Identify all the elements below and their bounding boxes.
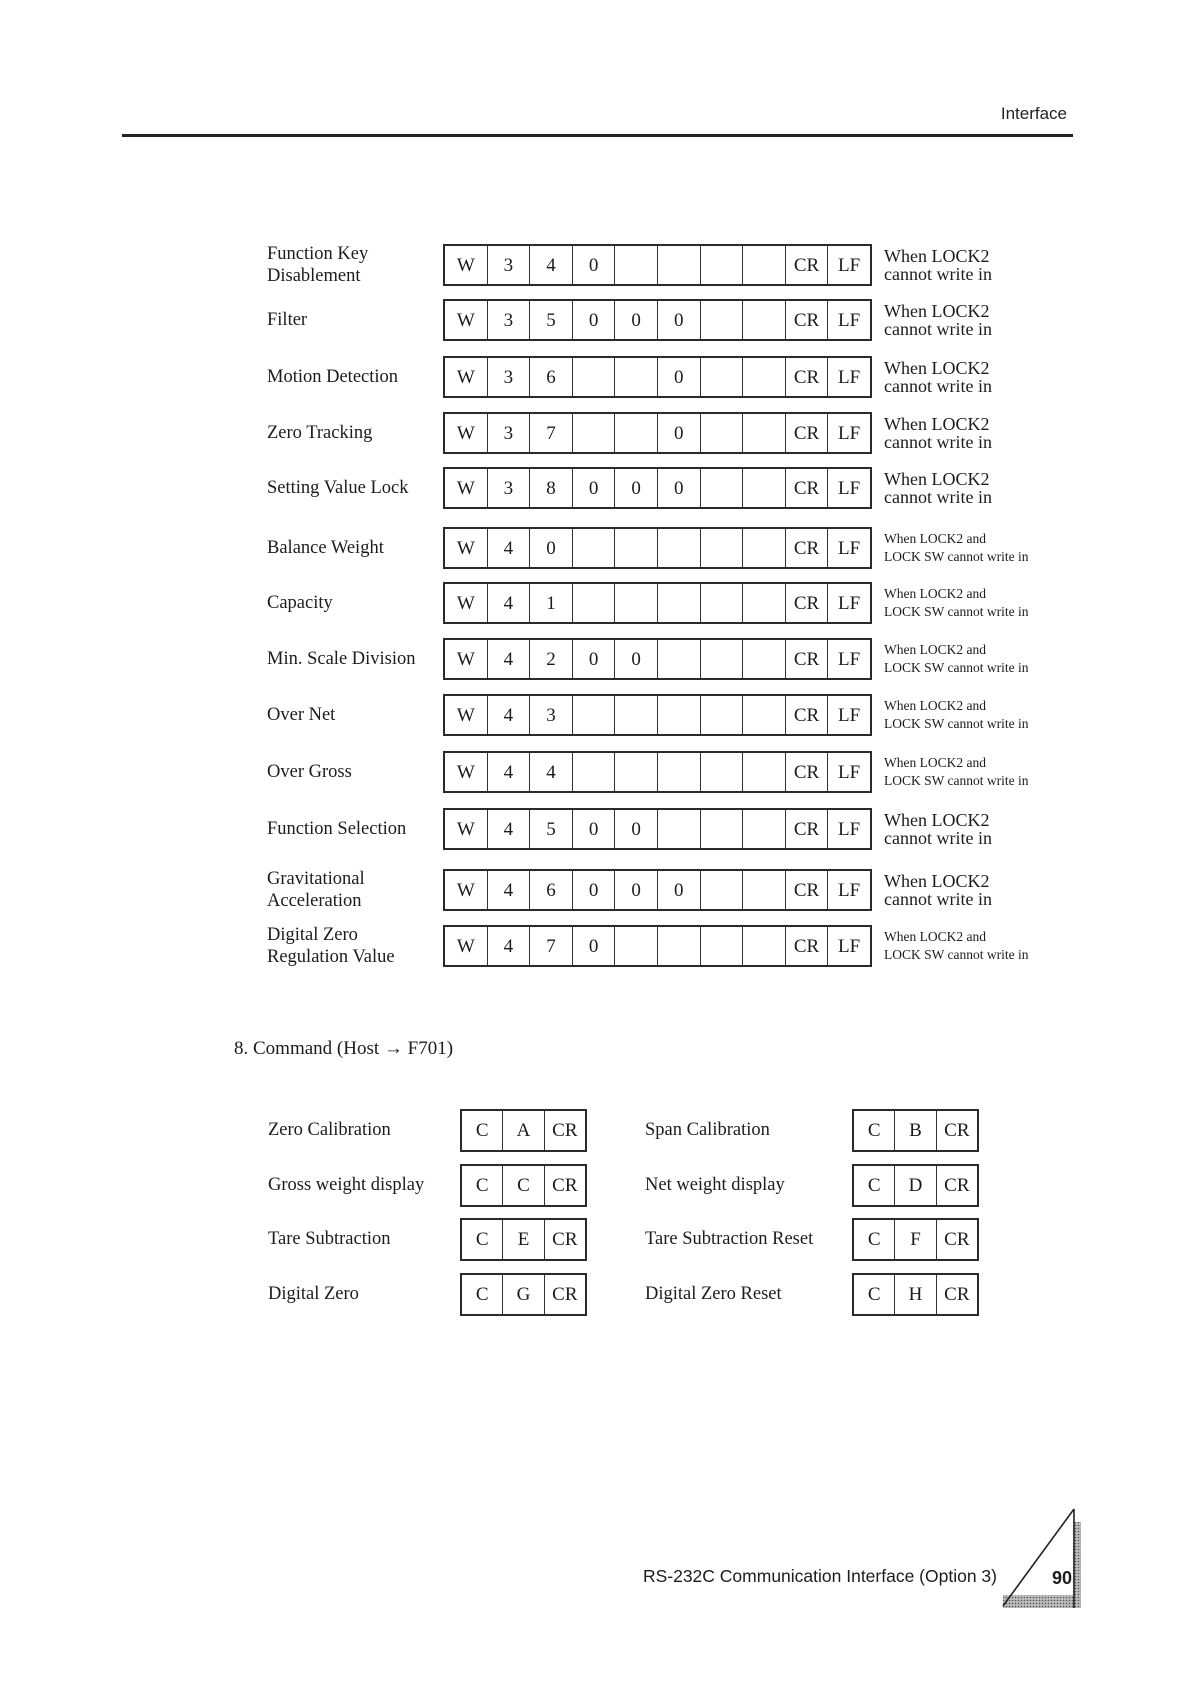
format-cell: 5 bbox=[529, 301, 572, 339]
format-cell: 5 bbox=[529, 810, 572, 848]
format-cell: CR bbox=[785, 810, 828, 848]
lock-note bbox=[884, 244, 992, 286]
format-cell bbox=[657, 927, 700, 965]
format-cell: 0 bbox=[572, 927, 615, 965]
format-cell: 1 bbox=[529, 584, 572, 622]
format-cell bbox=[614, 927, 657, 965]
format-cell: 0 bbox=[572, 469, 615, 507]
format-cell: 0 bbox=[657, 301, 700, 339]
lock-note-line: LOCK SW cannot write in bbox=[884, 604, 1029, 619]
register-label-line: Zero Tracking bbox=[267, 423, 373, 443]
lock-note-line: When LOCK2 and bbox=[884, 642, 986, 657]
command-label-digital-zero: Digital Zero bbox=[268, 1284, 359, 1304]
lock-note-line: cannot write in bbox=[884, 376, 992, 396]
format-cell: 7 bbox=[529, 927, 572, 965]
register-label-line: Min. Scale Division bbox=[267, 649, 416, 669]
lock-note-line: When LOCK2 bbox=[884, 414, 990, 434]
command-cell: A bbox=[502, 1111, 543, 1150]
format-cell: 4 bbox=[487, 584, 530, 622]
format-cell bbox=[572, 753, 615, 791]
format-box bbox=[443, 751, 872, 793]
format-cell bbox=[700, 469, 743, 507]
register-label-line: Regulation Value bbox=[267, 947, 395, 967]
format-cell: LF bbox=[827, 469, 870, 507]
register-row-function-selection bbox=[0, 808, 1186, 850]
tab-diagonal bbox=[1003, 1509, 1074, 1606]
format-cell: CR bbox=[785, 753, 828, 791]
format-cell: W bbox=[456, 537, 475, 559]
format-cell: 3 bbox=[487, 414, 530, 452]
format-cell: W bbox=[456, 704, 475, 726]
format-cell: LF bbox=[827, 810, 870, 848]
format-cell: 0 bbox=[572, 810, 615, 848]
register-label-line: Over Gross bbox=[267, 762, 352, 782]
format-cell: 4 bbox=[529, 246, 572, 284]
lock-note-line: When LOCK2 and bbox=[884, 531, 986, 546]
register-row-over-gross bbox=[0, 751, 1186, 793]
command-cell: C bbox=[867, 1120, 881, 1141]
register-label-line: Over Net bbox=[267, 705, 336, 725]
format-cell bbox=[742, 810, 785, 848]
command-box bbox=[852, 1164, 979, 1207]
register-label-line: Setting Value Lock bbox=[267, 478, 409, 498]
format-cell: LF bbox=[827, 871, 870, 909]
register-label bbox=[267, 527, 384, 569]
format-cell: CR bbox=[785, 529, 828, 567]
format-cell: LF bbox=[827, 358, 870, 396]
format-cell: 0 bbox=[657, 358, 700, 396]
format-cell: CR bbox=[785, 358, 828, 396]
format-cell: 4 bbox=[487, 753, 530, 791]
format-cell bbox=[742, 469, 785, 507]
register-label bbox=[267, 299, 307, 341]
format-cell bbox=[614, 414, 657, 452]
command-cell: CR bbox=[544, 1166, 585, 1205]
format-cell bbox=[742, 753, 785, 791]
format-cell: LF bbox=[827, 529, 870, 567]
format-cell: 0 bbox=[572, 640, 615, 678]
lock-note-line: cannot write in bbox=[884, 828, 992, 848]
format-cell bbox=[700, 753, 743, 791]
register-label bbox=[267, 869, 365, 911]
lock-note-line: When LOCK2 and bbox=[884, 929, 986, 944]
format-cell bbox=[657, 753, 700, 791]
format-cell bbox=[572, 696, 615, 734]
format-cell: CR bbox=[785, 696, 828, 734]
format-cell: LF bbox=[827, 927, 870, 965]
format-cell: CR bbox=[785, 584, 828, 622]
register-label-line: Motion Detection bbox=[267, 367, 399, 387]
format-cell bbox=[742, 301, 785, 339]
format-box bbox=[443, 694, 872, 736]
command-cell: C bbox=[867, 1284, 881, 1305]
format-cell: 2 bbox=[529, 640, 572, 678]
format-cell: 4 bbox=[487, 871, 530, 909]
format-cell: W bbox=[456, 879, 475, 901]
format-cell: CR bbox=[785, 469, 828, 507]
header-rule bbox=[122, 134, 1073, 137]
format-cell: 4 bbox=[487, 696, 530, 734]
command-cell: CR bbox=[544, 1275, 585, 1314]
lock-note bbox=[884, 412, 992, 454]
lock-note-line: When LOCK2 and bbox=[884, 586, 986, 601]
register-label-line: Balance Weight bbox=[267, 538, 384, 558]
format-cell: CR bbox=[785, 871, 828, 909]
lock-note bbox=[884, 808, 992, 850]
format-cell: W bbox=[456, 935, 475, 957]
command-section-title: 8. Command (Host → F701) bbox=[234, 1038, 454, 1059]
command-cell: H bbox=[894, 1275, 935, 1314]
register-row-setting-value-lock bbox=[0, 467, 1186, 509]
format-cell: W bbox=[456, 818, 475, 840]
command-label-digital-zero-reset: Digital Zero Reset bbox=[645, 1284, 782, 1304]
format-box bbox=[443, 582, 872, 624]
register-label-line: Acceleration bbox=[267, 891, 362, 911]
format-cell: 3 bbox=[487, 301, 530, 339]
format-cell: 0 bbox=[614, 301, 657, 339]
format-cell bbox=[657, 696, 700, 734]
page-number-tab bbox=[990, 1500, 1090, 1615]
register-label bbox=[267, 467, 408, 509]
format-cell bbox=[700, 810, 743, 848]
lock-note-line: cannot write in bbox=[884, 889, 992, 909]
format-cell: 4 bbox=[487, 640, 530, 678]
format-cell: W bbox=[456, 254, 475, 276]
register-row-gravitational-acceleration bbox=[0, 869, 1186, 911]
format-cell: LF bbox=[827, 696, 870, 734]
register-label bbox=[267, 808, 406, 850]
command-cell: CR bbox=[936, 1275, 977, 1314]
command-label-net-weight-display: Net weight display bbox=[645, 1175, 785, 1195]
register-row-over-net bbox=[0, 694, 1186, 736]
register-label-line: Function Key bbox=[267, 244, 369, 264]
command-cell: C bbox=[475, 1120, 489, 1141]
lock-note-line: cannot write in bbox=[884, 432, 992, 452]
format-box bbox=[443, 356, 872, 398]
format-box bbox=[443, 467, 872, 509]
format-cell: CR bbox=[785, 246, 828, 284]
lock-note bbox=[884, 467, 992, 509]
format-cell bbox=[742, 414, 785, 452]
format-cell: W bbox=[456, 648, 475, 670]
format-cell: 0 bbox=[657, 469, 700, 507]
lock-note bbox=[884, 582, 1028, 624]
format-cell bbox=[572, 358, 615, 396]
register-label bbox=[267, 694, 335, 736]
format-cell: 0 bbox=[572, 246, 615, 284]
format-cell: 6 bbox=[529, 358, 572, 396]
format-cell: W bbox=[456, 422, 475, 444]
format-cell bbox=[700, 414, 743, 452]
format-cell bbox=[657, 584, 700, 622]
format-cell bbox=[614, 584, 657, 622]
command-row bbox=[0, 1109, 1186, 1152]
format-cell bbox=[742, 584, 785, 622]
register-row-capacity bbox=[0, 582, 1186, 624]
command-cell: C bbox=[502, 1166, 543, 1205]
command-cell: C bbox=[867, 1175, 881, 1196]
format-cell: 4 bbox=[487, 927, 530, 965]
format-cell bbox=[657, 246, 700, 284]
format-cell bbox=[614, 529, 657, 567]
format-cell: LF bbox=[827, 301, 870, 339]
format-cell: W bbox=[456, 477, 475, 499]
format-cell: CR bbox=[785, 927, 828, 965]
format-cell bbox=[614, 696, 657, 734]
lock-note-line: When LOCK2 bbox=[884, 301, 990, 321]
lock-note-line: cannot write in bbox=[884, 264, 992, 284]
format-cell: 7 bbox=[529, 414, 572, 452]
lock-note bbox=[884, 694, 1028, 736]
lock-note-line: When LOCK2 bbox=[884, 469, 990, 489]
command-box bbox=[460, 1218, 587, 1261]
command-cell: D bbox=[894, 1166, 935, 1205]
command-box bbox=[852, 1273, 979, 1316]
format-cell bbox=[572, 529, 615, 567]
format-box bbox=[443, 527, 872, 569]
lock-note-line: When LOCK2 bbox=[884, 871, 990, 891]
page-number: 90 bbox=[1051, 1568, 1073, 1588]
format-cell bbox=[700, 640, 743, 678]
format-cell: 6 bbox=[529, 871, 572, 909]
register-label bbox=[267, 925, 395, 967]
format-box bbox=[443, 925, 872, 967]
lock-note-line: When LOCK2 and bbox=[884, 698, 986, 713]
format-box bbox=[443, 808, 872, 850]
command-row bbox=[0, 1273, 1186, 1316]
format-cell bbox=[614, 246, 657, 284]
format-box bbox=[443, 299, 872, 341]
format-cell: CR bbox=[785, 301, 828, 339]
lock-note-line: cannot write in bbox=[884, 487, 992, 507]
format-cell: LF bbox=[827, 753, 870, 791]
format-cell bbox=[700, 927, 743, 965]
running-header-title: Interface bbox=[1000, 104, 1067, 123]
register-row-function-key-disablement bbox=[0, 244, 1186, 286]
format-box bbox=[443, 869, 872, 911]
register-row-digital-zero-regulation-value bbox=[0, 925, 1186, 967]
format-cell: CR bbox=[785, 414, 828, 452]
format-cell bbox=[700, 584, 743, 622]
command-cell: C bbox=[475, 1284, 489, 1305]
format-cell: CR bbox=[785, 640, 828, 678]
format-cell: 0 bbox=[657, 871, 700, 909]
command-row bbox=[0, 1218, 1186, 1261]
command-box bbox=[460, 1273, 587, 1316]
command-cell: CR bbox=[936, 1166, 977, 1205]
register-label-line: Disablement bbox=[267, 266, 361, 286]
format-cell: 3 bbox=[487, 469, 530, 507]
register-label-line: Digital Zero bbox=[267, 925, 358, 945]
command-cell: F bbox=[894, 1220, 935, 1259]
format-cell: 0 bbox=[572, 871, 615, 909]
lock-note bbox=[884, 527, 1028, 569]
lock-note bbox=[884, 356, 992, 398]
register-label bbox=[267, 638, 416, 680]
lock-note bbox=[884, 869, 992, 911]
tab-base-shading bbox=[1003, 1595, 1081, 1608]
lock-note-line: LOCK SW cannot write in bbox=[884, 660, 1029, 675]
format-cell: 0 bbox=[614, 469, 657, 507]
format-cell bbox=[700, 301, 743, 339]
format-cell: 4 bbox=[487, 529, 530, 567]
register-row-balance-weight bbox=[0, 527, 1186, 569]
register-row-min-scale-division bbox=[0, 638, 1186, 680]
command-cell: G bbox=[502, 1275, 543, 1314]
format-cell: W bbox=[456, 592, 475, 614]
register-row-filter bbox=[0, 299, 1186, 341]
register-label bbox=[267, 582, 333, 624]
register-label bbox=[267, 244, 368, 286]
format-cell: 4 bbox=[487, 810, 530, 848]
register-label-line: Capacity bbox=[267, 593, 333, 613]
command-cell: CR bbox=[936, 1220, 977, 1259]
register-label-line: Filter bbox=[267, 310, 308, 330]
lock-note-line: cannot write in bbox=[884, 319, 992, 339]
lock-note bbox=[884, 925, 1028, 967]
lock-note-line: LOCK SW cannot write in bbox=[884, 549, 1029, 564]
lock-note-line: When LOCK2 and bbox=[884, 755, 986, 770]
format-cell bbox=[657, 640, 700, 678]
format-cell bbox=[742, 529, 785, 567]
format-cell: W bbox=[456, 761, 475, 783]
command-label-tare-subtraction-reset: Tare Subtraction Reset bbox=[645, 1229, 814, 1249]
format-cell bbox=[742, 696, 785, 734]
format-cell bbox=[742, 358, 785, 396]
format-cell: 0 bbox=[614, 810, 657, 848]
format-cell: LF bbox=[827, 640, 870, 678]
footer-text: RS-232C Communication Interface (Option 3) bbox=[642, 1566, 997, 1586]
lock-note-line: When LOCK2 bbox=[884, 358, 990, 378]
lock-note-line: LOCK SW cannot write in bbox=[884, 773, 1029, 788]
format-cell: 3 bbox=[487, 358, 530, 396]
lock-note-line: When LOCK2 bbox=[884, 810, 990, 830]
format-cell bbox=[700, 358, 743, 396]
command-box bbox=[460, 1164, 587, 1207]
format-cell bbox=[742, 871, 785, 909]
format-cell: LF bbox=[827, 414, 870, 452]
lock-note-line: LOCK SW cannot write in bbox=[884, 947, 1029, 962]
lock-note-line: LOCK SW cannot write in bbox=[884, 716, 1029, 731]
format-cell bbox=[657, 529, 700, 567]
register-label-line: Function Selection bbox=[267, 819, 407, 839]
command-cell: C bbox=[867, 1229, 881, 1250]
format-cell: 0 bbox=[614, 640, 657, 678]
format-cell: LF bbox=[827, 246, 870, 284]
format-cell: 0 bbox=[657, 414, 700, 452]
register-label-line: Gravitational bbox=[267, 869, 365, 889]
format-cell bbox=[742, 927, 785, 965]
format-cell bbox=[742, 246, 785, 284]
command-box bbox=[852, 1109, 979, 1152]
format-cell: 3 bbox=[529, 696, 572, 734]
format-cell: 0 bbox=[614, 871, 657, 909]
format-cell bbox=[742, 640, 785, 678]
command-cell: CR bbox=[936, 1111, 977, 1150]
format-cell bbox=[700, 529, 743, 567]
format-box bbox=[443, 412, 872, 454]
command-cell: C bbox=[475, 1175, 489, 1196]
lock-note bbox=[884, 299, 992, 341]
register-label bbox=[267, 356, 398, 398]
format-cell: 3 bbox=[487, 246, 530, 284]
format-cell: 8 bbox=[529, 469, 572, 507]
command-box bbox=[852, 1218, 979, 1261]
register-row-zero-tracking bbox=[0, 412, 1186, 454]
format-cell bbox=[572, 584, 615, 622]
command-cell: CR bbox=[544, 1220, 585, 1259]
register-row-motion-detection bbox=[0, 356, 1186, 398]
lock-note-line: When LOCK2 bbox=[884, 246, 990, 266]
format-cell: 0 bbox=[572, 301, 615, 339]
register-label bbox=[267, 412, 372, 454]
format-cell bbox=[614, 753, 657, 791]
command-row bbox=[0, 1164, 1186, 1207]
format-cell bbox=[700, 871, 743, 909]
format-cell bbox=[614, 358, 657, 396]
command-label-zero-calibration: Zero Calibration bbox=[268, 1120, 391, 1140]
command-box bbox=[460, 1109, 587, 1152]
format-cell bbox=[700, 696, 743, 734]
format-cell: W bbox=[456, 309, 475, 331]
format-cell: 0 bbox=[529, 529, 572, 567]
command-label-span-calibration: Span Calibration bbox=[645, 1120, 770, 1140]
command-label-gross-weight-display: Gross weight display bbox=[268, 1175, 425, 1195]
format-cell bbox=[700, 246, 743, 284]
format-box bbox=[443, 638, 872, 680]
command-label-tare-subtraction: Tare Subtraction bbox=[268, 1229, 391, 1249]
command-cell: B bbox=[894, 1111, 935, 1150]
format-cell: LF bbox=[827, 584, 870, 622]
command-cell: E bbox=[502, 1220, 543, 1259]
format-cell: W bbox=[456, 366, 475, 388]
command-cell: CR bbox=[544, 1111, 585, 1150]
format-cell: 4 bbox=[529, 753, 572, 791]
format-cell bbox=[657, 810, 700, 848]
format-cell bbox=[572, 414, 615, 452]
format-box bbox=[443, 244, 872, 286]
command-cell: C bbox=[475, 1229, 489, 1250]
lock-note bbox=[884, 638, 1028, 680]
register-label bbox=[267, 751, 352, 793]
lock-note bbox=[884, 751, 1028, 793]
